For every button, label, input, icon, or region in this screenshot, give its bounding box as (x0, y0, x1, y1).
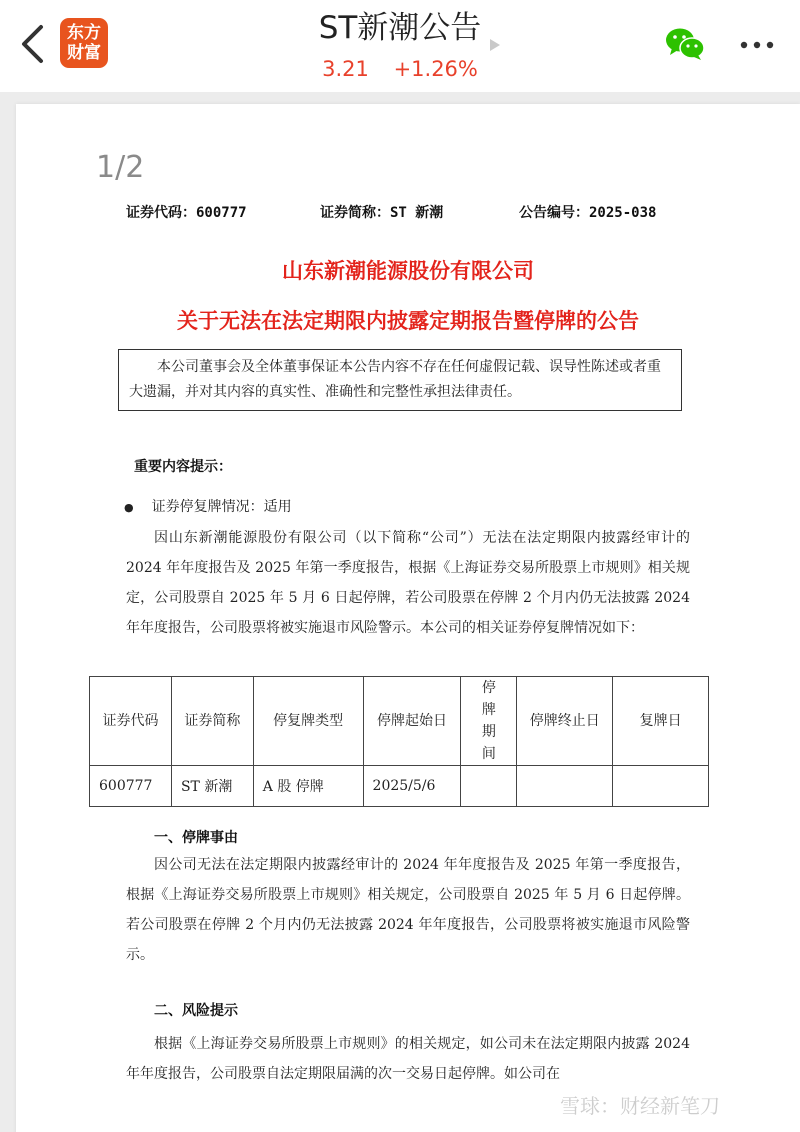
bullet-item (124, 496, 292, 516)
table-header-cell: 复牌日 (613, 677, 709, 766)
suspension-table (89, 676, 709, 807)
play-icon[interactable] (489, 38, 501, 52)
title-block (200, 8, 600, 86)
table-header-cell: 停牌期间 (461, 677, 517, 766)
section-1-text: 因公司无法在法定期限内披露经审计的 2024 年年度报告及 2025 年第一季度报告，根据《上海证券交易所股票上市规则》相关规定，公司股票自 2025 年 5 月 6 日起停牌。若公司股票在停牌 2 个月内仍无法披露 2024 年年度报告，公司股票将被实施退市风险警示。 (126, 857, 690, 963)
watermark: 雪球：财经新笔刀 (560, 1094, 720, 1118)
section-2-paragraph (126, 1029, 690, 1089)
section-1-title: 一、停牌事由 (154, 830, 238, 846)
logo-line-2: 财富 (67, 43, 101, 63)
table-cell (613, 766, 709, 807)
section-2-text: 根据《上海证券交易所股票上市规则》的相关规定，如公司未在法定期限内披露 2024 年年度报告，公司股票自法定期限届满的次一交易日起停牌。如公司在 (126, 1036, 690, 1082)
table-cell (517, 766, 613, 807)
table-cell: A 股 停牌 (253, 766, 363, 807)
disclaimer-box (118, 349, 682, 411)
notice-number: 公告编号：2025-038 (519, 205, 657, 221)
section-2-title: 二、风险提示 (154, 1003, 238, 1019)
important-label: 重要内容提示： (134, 459, 232, 475)
bullet-text: 证券停复牌情况：适用 (151, 499, 292, 515)
table-row (90, 766, 709, 807)
document-page (16, 104, 800, 1132)
security-code: 证券代码：600777 (126, 205, 247, 221)
section-1-paragraph (126, 850, 690, 970)
disclaimer-text: 本公司董事会及全体董事保证本公告内容不存在任何虚假记载、误导性陈述或者重大遗漏，并对其内容的真实性、准确性和完整性承担法律责任。 (129, 359, 661, 400)
app-logo (60, 18, 108, 68)
table-header-row (90, 677, 709, 766)
wechat-icon[interactable] (665, 27, 705, 61)
table-header-cell: 停牌终止日 (517, 677, 613, 766)
intro-paragraph (126, 523, 690, 643)
table-cell: ST 新潮 (171, 766, 253, 807)
bullet-icon: ● (124, 501, 134, 514)
document-title: 关于无法在法定期限内披露定期报告暨停牌的公告 (177, 309, 639, 333)
table-header-cell: 证券简称 (171, 677, 253, 766)
price-row (200, 52, 600, 86)
price-change: +1.26% (393, 57, 478, 81)
table-cell (461, 766, 517, 807)
table-header-cell: 停复牌类型 (253, 677, 363, 766)
back-arrow-icon[interactable] (14, 22, 50, 66)
table-cell: 600777 (90, 766, 172, 807)
intro-text: 因山东新潮能源股份有限公司（以下简称“公司”）无法在法定期限内披露经审计的 2024 年年度报告及 2025 年第一季度报告，根据《上海证券交易所股票上市规则》相关规定，公司股票自 2025 年 5 月 6 日起停牌，若公司股票在停牌 2 个月内仍无法披露 2024 年年度报告，公司股票将被实施退市风险警示。本公司的相关证券停复牌情况如下： (126, 530, 690, 636)
table-cell: 2025/5/6 (363, 766, 461, 807)
page-title: ST新潮公告 (318, 10, 482, 46)
table-header-cell: 证券代码 (90, 677, 172, 766)
company-name: 山东新潮能源股份有限公司 (282, 259, 534, 283)
page-indicator: 1/2 (96, 150, 145, 185)
more-icon[interactable] (740, 40, 774, 50)
security-short-name: 证券简称：ST 新潮 (320, 205, 444, 221)
stock-price: 3.21 (322, 57, 369, 81)
logo-line-1: 东方 (67, 23, 101, 43)
table-header-cell: 停牌起始日 (363, 677, 461, 766)
top-bar (0, 0, 800, 92)
